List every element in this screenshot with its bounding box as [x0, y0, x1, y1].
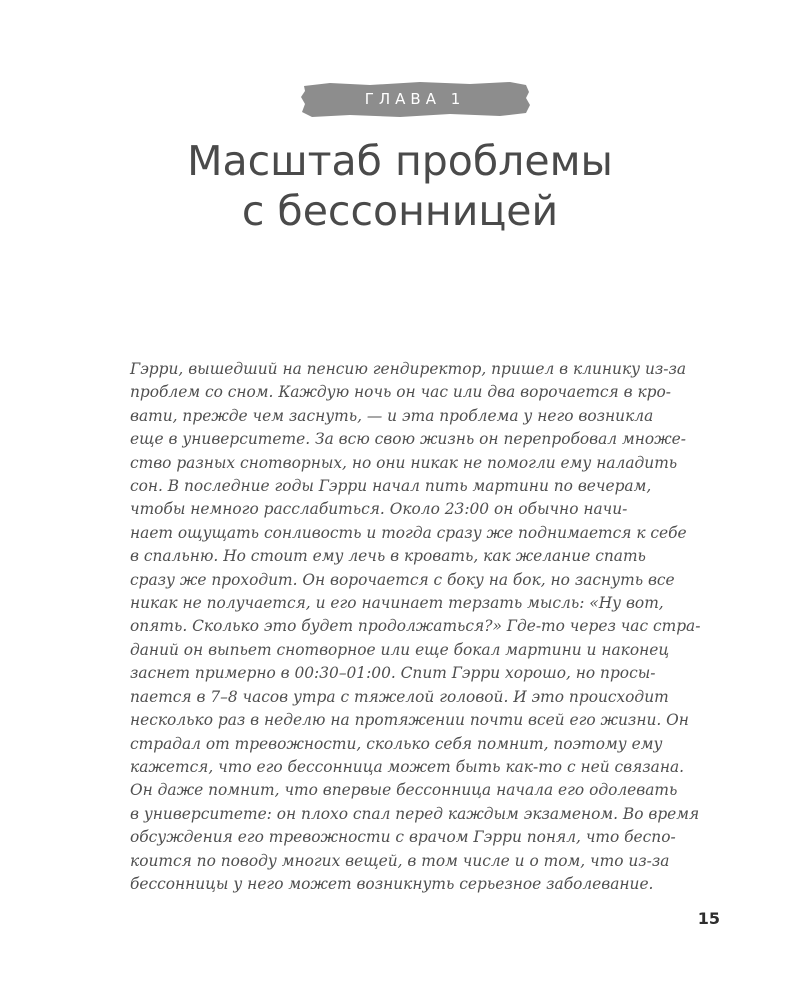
body-line: Гэрри, вышедший на пенсию гендиректор, пришел в клинику из-за [130, 360, 687, 378]
chapter-label: ГЛАВА 1 [364, 90, 466, 108]
body-line: в спальню. Но стоит ему лечь в кровать, как желание спать [130, 547, 646, 566]
body-line: никак не получается, и его начинает терзать мысль: «Ну вот, [130, 594, 664, 613]
body-line: Он даже помнит, что впервые бессонница начала его одолевать [130, 781, 678, 800]
body-line: кажется, что его бессонница может быть как-то с ней связана. [130, 757, 685, 776]
body-line: сон. В последние годы Гэрри начал пить мартини по вечерам, [130, 477, 652, 496]
body-line: еще в университете. За всю свою жизнь он перепробовал множе- [130, 430, 686, 449]
chapter-title-line: с бессонницей [241, 187, 559, 235]
body-line: несколько раз в неделю на протяжении почти всей его жизни. Он [130, 711, 689, 730]
body-line: страдал от тревожности, сколько себя помнит, поэтому ему [130, 734, 663, 753]
body-line: даний он выпьет снотворное или еще бокал мартини и наконец [130, 640, 670, 659]
body-line: коится по поводу многих вещей, в том числе и о том, что из-за [130, 851, 670, 870]
chapter-title [100, 136, 700, 236]
body-line: нает ощущать сонливость и тогда сразу же поднимается к себе [130, 523, 687, 542]
body-line: обсуждения его тревожности с врачом Гэрри понял, что беспо- [130, 828, 676, 847]
body-line: ство разных снотворных, но они никак не помогли ему наладить [130, 453, 678, 472]
body-line: в университете: он плохо спал перед каждым экзаменом. Во время [130, 804, 700, 823]
body-line: проблем со сном. Каждую ночь он час или два ворочается в кро- [130, 383, 671, 402]
chapter-title-line: Масштаб проблемы [187, 137, 613, 185]
body-line: опять. Сколько это будет продолжаться?» Где-то через час стра- [130, 617, 701, 636]
body-line: пается в 7–8 часов утра с тяжелой головой. И это происходит [130, 687, 669, 706]
body-line: сразу же проходит. Он ворочается с боку на бок, но заснуть все [130, 570, 675, 589]
chapter-banner [300, 80, 530, 118]
body-paragraph [130, 358, 716, 896]
body-line: чтобы немного расслабиться. Около 23:00 он обычно начи- [130, 500, 628, 519]
body-line: заснет примерно в 00:30–01:00. Спит Гэрри хорошо, но просы- [130, 664, 656, 683]
page-number: 15 [697, 909, 720, 928]
body-line: вати, прежде чем заснуть, — и эта проблема у него возникла [130, 406, 654, 425]
body-line: бессонницы у него может возникнуть серьезное заболевание. [130, 874, 654, 893]
